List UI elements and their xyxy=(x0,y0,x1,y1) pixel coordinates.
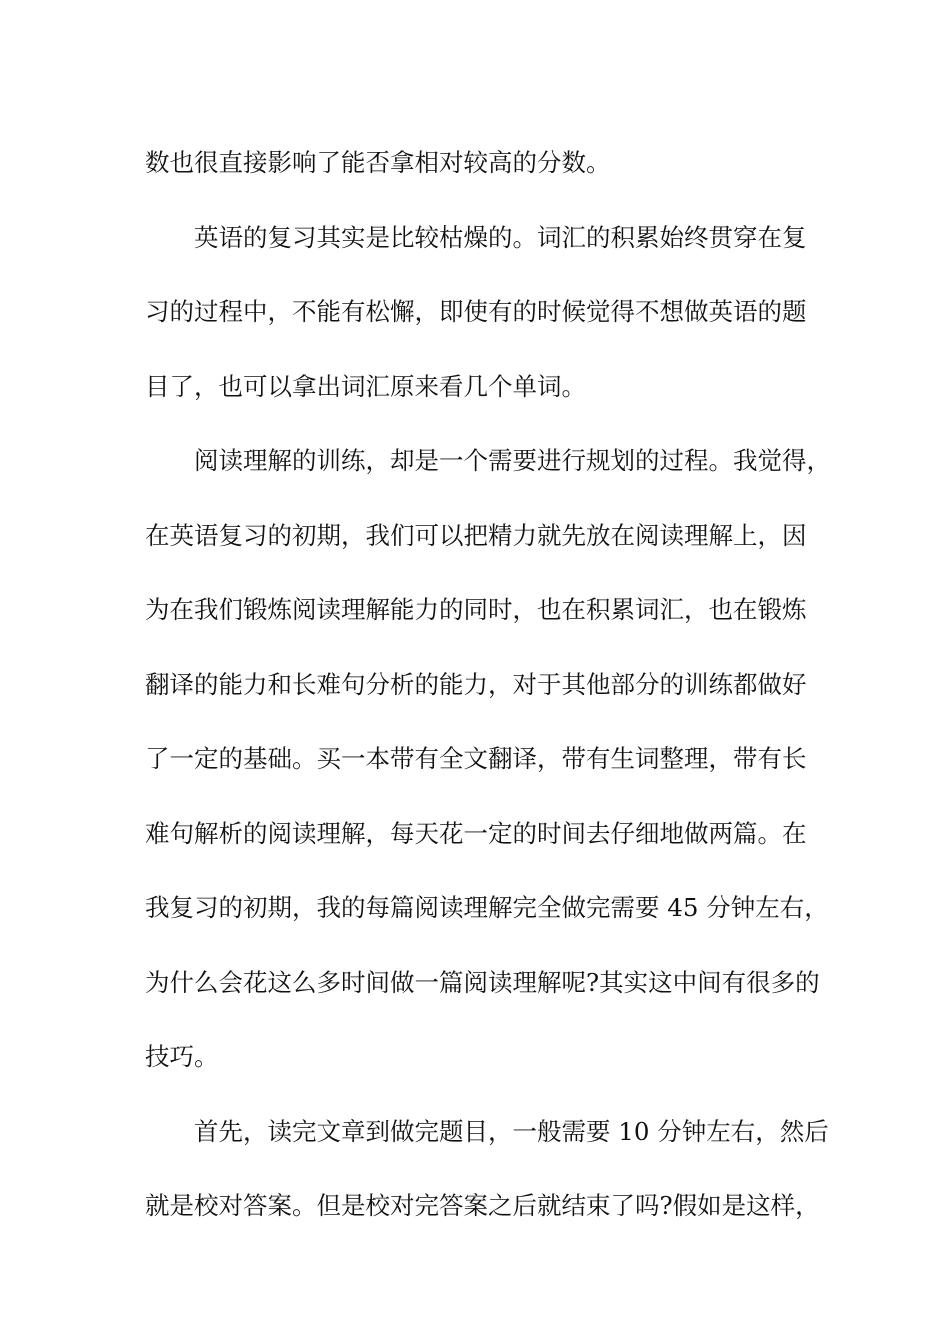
paragraph-line: 技巧。 xyxy=(145,1042,219,1071)
paragraph-line: 首先，读完文章到做完题目，一般需要 10 分钟左右，然后 xyxy=(194,1116,829,1146)
document-body xyxy=(145,126,831,1244)
paragraph-line: 为什么会花这么多时间做一篇阅读理解呢?其实这中间有很多的 xyxy=(145,967,820,997)
paragraph-line: 习的过程中，不能有松懈，即使有的时候觉得不想做英语的题 xyxy=(145,297,807,326)
paragraph-line: 翻译的能力和长难句分析的能力，对于其他部分的训练都做好 xyxy=(145,669,807,699)
paragraph-line: 难句解析的阅读理解，每天花一定的时间去仔细地做两篇。在 xyxy=(145,818,807,848)
paragraph-line: 目了，也可以拿出词汇原来看几个单词。 xyxy=(145,371,586,401)
paragraph-line: 数也很直接影响了能否拿相对较高的分数。 xyxy=(145,148,611,177)
paragraph-line: 我复习的初期，我的每篇阅读理解完全做完需要 45 分钟左右， xyxy=(145,893,829,922)
paragraph-line: 英语的复习其实是比较枯燥的。词汇的积累始终贯穿在复 xyxy=(194,222,807,252)
paragraph-line: 了一定的基础。买一本带有全文翻译，带有生词整理，带有长 xyxy=(145,744,807,773)
paragraph-line: 在英语复习的初期，我们可以把精力就先放在阅读理解上，因 xyxy=(145,520,807,550)
paragraph-line: 就是校对答案。但是校对完答案之后就结束了吗?假如是这样， xyxy=(145,1191,820,1220)
paragraph-line: 阅读理解的训练，却是一个需要进行规划的过程。我觉得， xyxy=(194,446,831,475)
paragraph-line: 为在我们锻炼阅读理解能力的同时，也在积累词汇，也在锻炼 xyxy=(145,595,807,624)
